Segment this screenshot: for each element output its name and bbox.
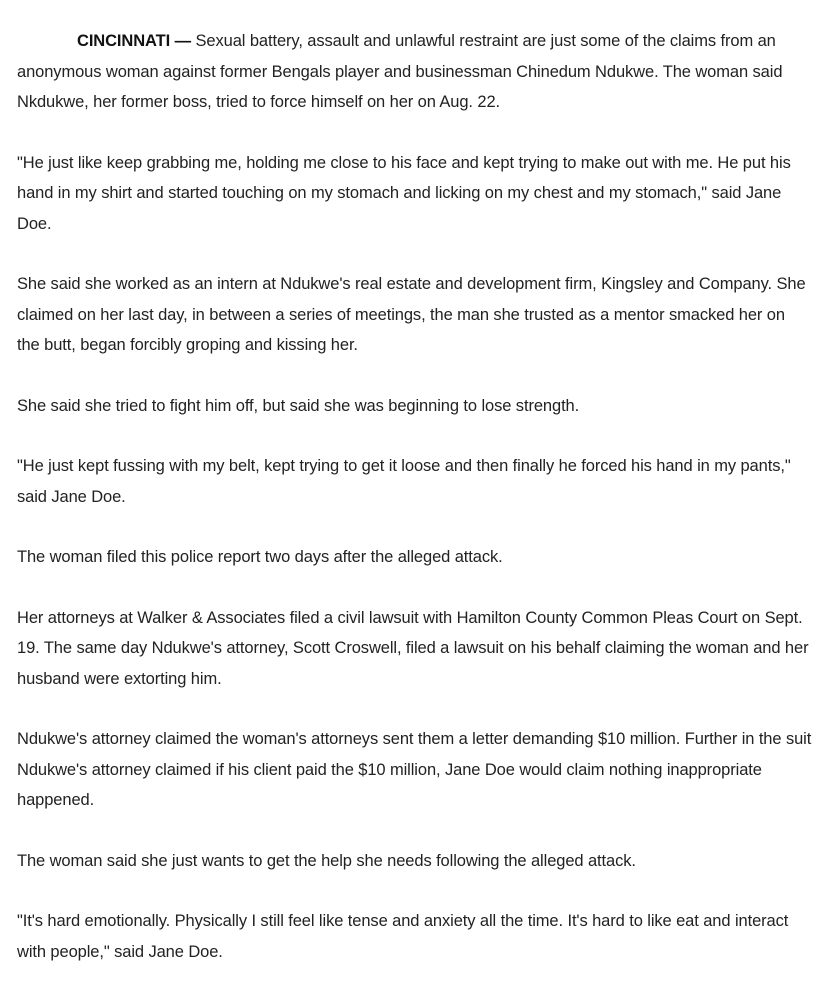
article-paragraph-4: She said she tried to fight him off, but said she was beginning to lose strength.	[17, 396, 580, 415]
article-paragraph-2: "He just like keep grabbing me, holding me close to his face and kept trying to make out with me. He put his hand in my shirt and started touching on my stomach and licking on my chest and my stomach," said Jane Doe.	[17, 153, 791, 233]
article-paragraph-1	[17, 26, 812, 118]
article-paragraph-6: The woman filed this police report two days after the alleged attack.	[17, 548, 503, 566]
article-paragraph-3: She said she worked as an intern at Ndukwe's real estate and development firm, Kingsley and Company. She claimed on her last day, in between a series of meetings, the man she trusted as a mentor smacked her on the butt, began forcibly groping and kissing her.	[17, 275, 806, 354]
article-body	[17, 26, 812, 997]
article-paragraph-9: The woman said she just wants to get the help she needs following the alleged attack.	[17, 851, 636, 870]
article-paragraph-5: "He just kept fussing with my belt, kept trying to get it loose and then finally he forced his hand in my pants," said Jane Doe.	[17, 457, 791, 506]
article-paragraph-10: "It's hard emotionally. Physically I still feel like tense and anxiety all the time. It's hard to like eat and interact with people," said Jane Doe.	[17, 912, 789, 961]
paragraph-text: Sexual battery, assault and unlawful restraint are just some of the claims from an anonymous woman against former Bengals player and businessman Chinedum Ndukwe. The woman said Nkdukwe, her former boss, tried to force himself on her on Aug. 22.	[17, 32, 783, 111]
dateline: CINCINNATI —	[77, 32, 191, 50]
article-paragraph-7: Her attorneys at Walker & Associates filed a civil lawsuit with Hamilton County Common Pleas Court on Sept. 19. The same day Ndukwe's attorney, Scott Croswell, filed a lawsuit on his behalf claiming the woman and her husband were extorting him.	[17, 608, 809, 688]
article-paragraph-8: Ndukwe's attorney claimed the woman's attorneys sent them a letter demanding $10 million. Further in the suit Ndukwe's attorney claimed if his client paid the $10 million, Jane Doe would claim nothing inappropriate happened.	[17, 730, 812, 809]
